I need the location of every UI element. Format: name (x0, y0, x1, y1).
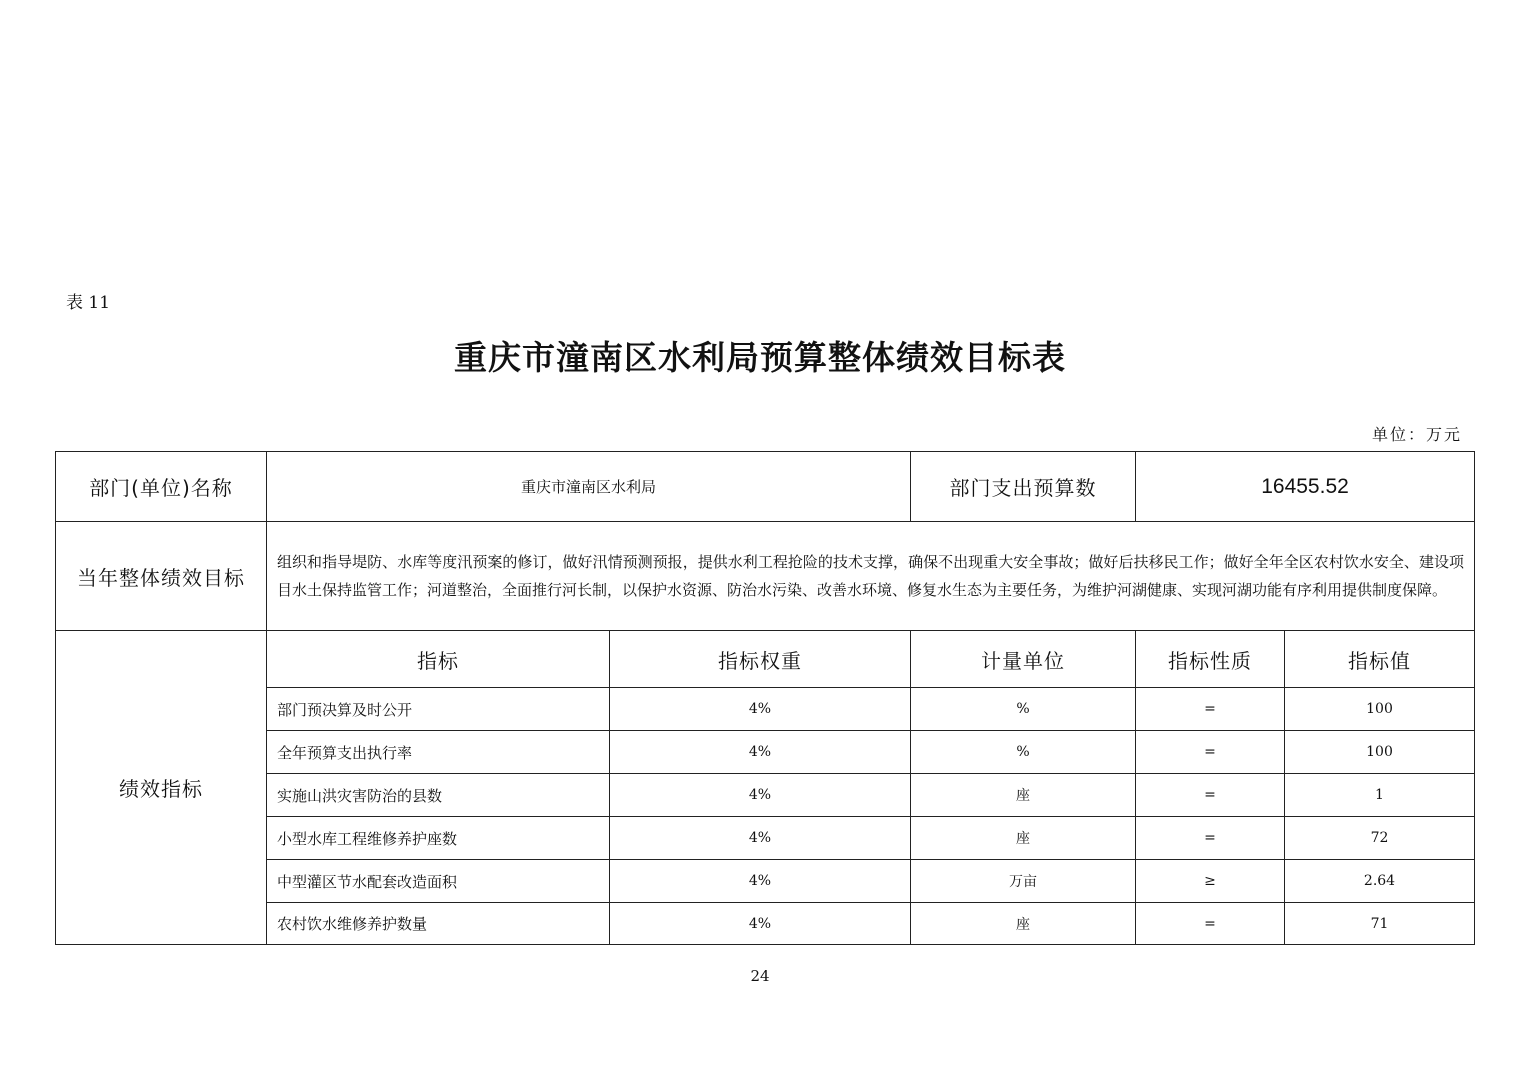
col-header-nature: 指标性质 (1136, 631, 1285, 688)
indicator-section-label: 绩效指标 (56, 631, 267, 945)
indicator-unit: % (911, 688, 1136, 731)
indicator-name: 部门预决算及时公开 (267, 688, 610, 731)
unit-note: 单位：万元 (1371, 425, 1462, 444)
goal-label: 当年整体绩效目标 (56, 522, 267, 631)
indicator-value: 100 (1285, 731, 1475, 774)
dept-budget-label: 部门支出预算数 (911, 452, 1136, 522)
table-row (56, 860, 1475, 903)
indicator-value: 71 (1285, 903, 1475, 945)
dept-row (56, 452, 1475, 522)
indicator-nature: = (1136, 903, 1285, 945)
indicator-unit: 座 (911, 817, 1136, 860)
goal-row (56, 522, 1475, 631)
col-header-unit: 计量单位 (911, 631, 1136, 688)
indicator-weight: 4% (610, 903, 911, 945)
indicator-name: 全年预算支出执行率 (267, 731, 610, 774)
indicator-unit: % (911, 731, 1136, 774)
indicator-name: 中型灌区节水配套改造面积 (267, 860, 610, 903)
indicator-unit: 座 (911, 774, 1136, 817)
indicator-unit: 座 (911, 903, 1136, 945)
indicator-weight: 4% (610, 688, 911, 731)
table-label: 表 11 (66, 293, 111, 313)
indicator-nature: = (1136, 817, 1285, 860)
indicator-nature: = (1136, 774, 1285, 817)
indicator-weight: 4% (610, 774, 911, 817)
col-header-value: 指标值 (1285, 631, 1475, 688)
table-row (56, 731, 1475, 774)
indicator-name: 农村饮水维修养护数量 (267, 903, 610, 945)
indicator-nature: = (1136, 731, 1285, 774)
goal-text: 组织和指导堤防、水库等度汛预案的修订，做好汛情预测预报，提供水利工程抢险的技术支撑，确保不出现重大安全事故；做好后扶移民工作；做好全年全区农村饮水安全、建设项目水土保持监管工作；河道整治，全面推行河长制，以保护水资源、防治水污染、改善水环境、修复水生态为主要任务，为维护河湖健康、实现河湖功能有序利用提供制度保障。 (267, 522, 1475, 631)
col-header-name: 指标 (267, 631, 610, 688)
dept-name-value: 重庆市潼南区水利局 (267, 452, 911, 522)
indicator-nature: ≥ (1136, 860, 1285, 903)
indicator-unit: 万亩 (911, 860, 1136, 903)
page-number: 24 (750, 967, 770, 985)
indicator-header-row (56, 631, 1475, 688)
table-row (56, 688, 1475, 731)
table-row (56, 817, 1475, 860)
indicator-value: 100 (1285, 688, 1475, 731)
col-header-weight: 指标权重 (610, 631, 911, 688)
indicator-name: 实施山洪灾害防治的县数 (267, 774, 610, 817)
indicator-value: 72 (1285, 817, 1475, 860)
performance-goal-table (55, 451, 1475, 945)
indicator-nature: = (1136, 688, 1285, 731)
dept-budget-value: 16455.52 (1136, 452, 1475, 522)
indicator-value: 2.64 (1285, 860, 1475, 903)
table-row (56, 774, 1475, 817)
dept-name-label: 部门(单位)名称 (56, 452, 267, 522)
indicator-weight: 4% (610, 731, 911, 774)
indicator-value: 1 (1285, 774, 1475, 817)
indicator-weight: 4% (610, 817, 911, 860)
indicator-name: 小型水库工程维修养护座数 (267, 817, 610, 860)
indicator-weight: 4% (610, 860, 911, 903)
table-row (56, 903, 1475, 945)
document-title: 重庆市潼南区水利局预算整体绩效目标表 (454, 338, 1066, 377)
